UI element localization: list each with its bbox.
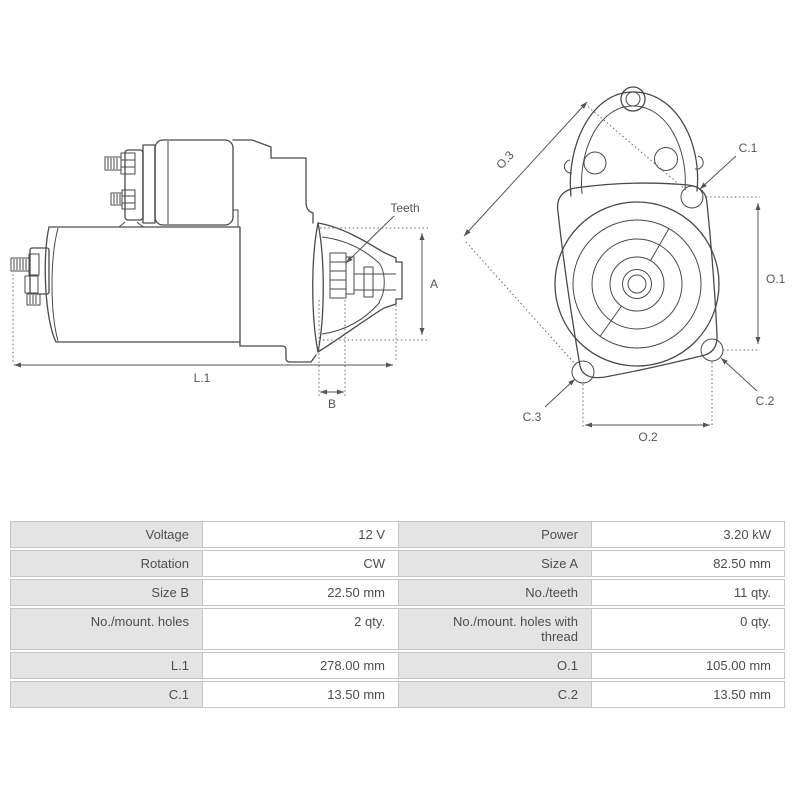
terminal-studs bbox=[105, 153, 135, 209]
spec-label: C.2 bbox=[399, 681, 592, 708]
c1-leader bbox=[700, 156, 736, 189]
dim-label-l1: L.1 bbox=[193, 371, 211, 385]
spec-label: Power bbox=[399, 521, 592, 548]
spec-label: Voltage bbox=[10, 521, 203, 548]
drive-end-housing bbox=[313, 223, 402, 352]
bore-circles bbox=[555, 202, 719, 366]
spec-row bbox=[10, 579, 785, 606]
dim-label-o3: O.3 bbox=[493, 148, 517, 172]
side-view-drawing bbox=[11, 140, 438, 411]
spec-row bbox=[10, 521, 785, 548]
spec-value: 278.00 mm bbox=[203, 652, 399, 679]
spec-label: O.1 bbox=[399, 652, 592, 679]
spec-value: 3.20 kW bbox=[592, 521, 785, 548]
spec-value: 13.50 mm bbox=[592, 681, 785, 708]
front-view-drawing bbox=[464, 87, 786, 444]
spec-row bbox=[10, 608, 785, 650]
dim-label-c2: C.2 bbox=[755, 394, 775, 408]
spec-value: 11 qty. bbox=[592, 579, 785, 606]
dim-label-o2: O.2 bbox=[638, 430, 658, 444]
dim-label-c1: C.1 bbox=[738, 141, 758, 155]
specifications-table bbox=[10, 519, 785, 710]
dim-label-a: A bbox=[430, 277, 439, 291]
spec-value: 2 qty. bbox=[203, 608, 399, 650]
solenoid-barrel bbox=[155, 140, 233, 225]
dome-hole-right bbox=[655, 148, 678, 171]
spec-label: No./teeth bbox=[399, 579, 592, 606]
dim-label-b: B bbox=[327, 397, 337, 411]
spec-label: Rotation bbox=[10, 550, 203, 577]
spec-label: No./mount. holes with thread bbox=[399, 608, 592, 650]
spec-value: 105.00 mm bbox=[592, 652, 785, 679]
dome-hole-left bbox=[584, 152, 606, 174]
dim-label-o1: O.1 bbox=[766, 272, 786, 286]
spec-row bbox=[10, 550, 785, 577]
spec-value: 82.50 mm bbox=[592, 550, 785, 577]
spec-value: CW bbox=[203, 550, 399, 577]
spec-label: No./mount. holes bbox=[10, 608, 203, 650]
hole-c1 bbox=[681, 186, 703, 208]
center-housing bbox=[233, 140, 313, 223]
teeth-label: Teeth bbox=[390, 201, 420, 215]
spec-value: 0 qty. bbox=[592, 608, 785, 650]
spec-label: Size A bbox=[399, 550, 592, 577]
dim-line-o3 bbox=[464, 102, 587, 236]
dim-label-c3: C.3 bbox=[522, 410, 542, 424]
c2-leader bbox=[721, 358, 757, 391]
spec-row bbox=[10, 652, 785, 679]
c3-leader bbox=[545, 379, 575, 407]
lifting-eye bbox=[621, 87, 645, 111]
spec-label: L.1 bbox=[10, 652, 203, 679]
spec-value: 12 V bbox=[203, 521, 399, 548]
spec-row bbox=[10, 681, 785, 708]
motor-body bbox=[45, 227, 240, 342]
pinion-gear bbox=[330, 253, 396, 298]
spec-value: 22.50 mm bbox=[203, 579, 399, 606]
spec-value: 13.50 mm bbox=[203, 681, 399, 708]
spec-label: Size B bbox=[10, 579, 203, 606]
spec-label: C.1 bbox=[10, 681, 203, 708]
